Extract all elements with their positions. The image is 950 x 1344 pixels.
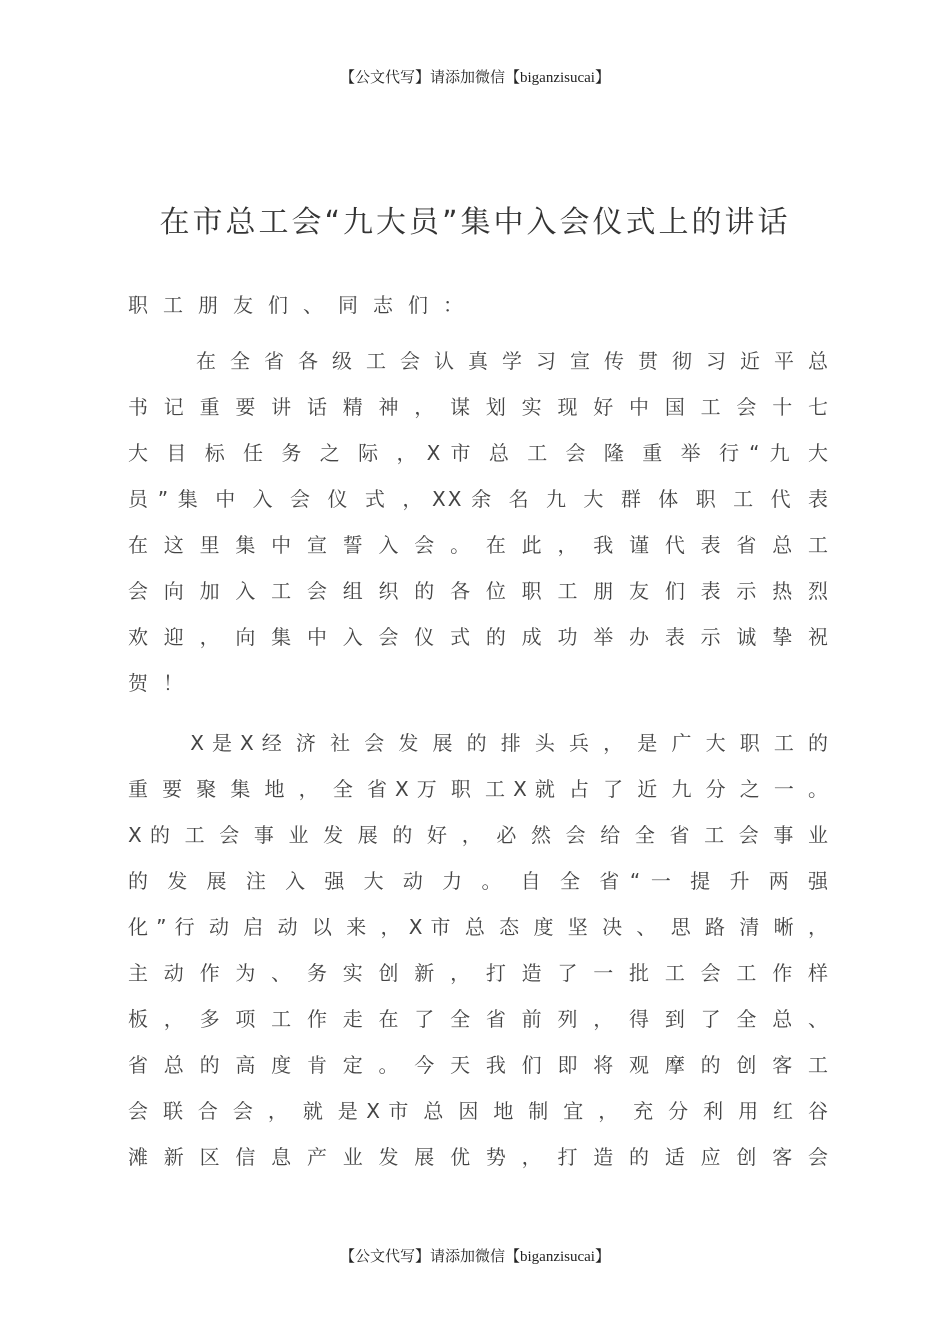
header-note: 【公文代写】请添加微信【biganzisucai】 xyxy=(340,70,610,86)
paragraph-line: 贺！ xyxy=(128,671,198,695)
paragraph-1 xyxy=(128,338,828,706)
paragraph-line: 会 联 合 会 ， 就 是 X 市 总 因 地 制 宜 ， 充 分 利 用 红 谷 xyxy=(128,1099,828,1123)
salutation xyxy=(128,282,828,328)
paragraph-line: 在 全 省 各 级 工 会 认 真 学 习 宣 传 贯 彻 习 近 平 总 xyxy=(128,349,828,373)
paragraph-line: X 是 X 经 济 社 会 发 展 的 排 头 兵 ， 是 广 大 职 工 的 xyxy=(128,731,828,755)
footer-note: 【公文代写】请添加微信【biganzisucai】 xyxy=(340,1249,610,1265)
paragraph-line: 欢 迎 ， 向 集 中 入 会 仪 式 的 成 功 举 办 表 示 诚 挚 祝 xyxy=(128,625,828,649)
paragraph-line: 化 ” 行 动 启 动 以 来 ， X 市 总 态 度 坚 决 、 思 路 清 晰 ， xyxy=(128,915,828,939)
paragraph-line: 员 ” 集 中 入 会 仪 式 ， X X 余 名 九 大 群 体 职 工 代 表 xyxy=(128,487,828,511)
paragraph-line: 在 这 里 集 中 宣 誓 入 会 。 在 此 ， 我 谨 代 表 省 总 工 xyxy=(128,533,828,557)
paragraph-line: 重 要 聚 集 地 ， 全 省 X 万 职 工 X 就 占 了 近 九 分 之 一 。 xyxy=(128,777,828,801)
paragraph-line: 的 发 展 注 入 强 大 动 力 。 自 全 省 “ 一 提 升 两 强 xyxy=(128,869,828,893)
paragraph-2 xyxy=(128,720,828,1180)
paragraph-line: 主 动 作 为 、 务 实 创 新 ， 打 造 了 一 批 工 会 工 作 样 xyxy=(128,961,828,985)
paragraph-line: 板 ， 多 项 工 作 走 在 了 全 省 前 列 ， 得 到 了 全 总 、 xyxy=(128,1007,828,1031)
paragraph-line: 书 记 重 要 讲 话 精 神 ， 谋 划 实 现 好 中 国 工 会 十 七 xyxy=(128,395,828,419)
salutation-text: 职工朋友们、同志们： xyxy=(128,293,478,317)
paragraph-line: X 的 工 会 事 业 发 展 的 好 ， 必 然 会 给 全 省 工 会 事 业 xyxy=(128,823,828,847)
paragraph-line: 滩 新 区 信 息 产 业 发 展 优 势 ， 打 造 的 适 应 创 客 会 xyxy=(128,1145,828,1169)
paragraph-line: 会 向 加 入 工 会 组 织 的 各 位 职 工 朋 友 们 表 示 热 烈 xyxy=(128,579,828,603)
paragraph-line: 大 目 标 任 务 之 际 ， X 市 总 工 会 隆 重 举 行 “ 九 大 xyxy=(128,441,828,465)
document-title: 在市总工会“九大员”集中入会仪式上的讲话 xyxy=(159,205,791,240)
paragraph-line: 省 总 的 高 度 肯 定 。 今 天 我 们 即 将 观 摩 的 创 客 工 xyxy=(128,1053,828,1077)
